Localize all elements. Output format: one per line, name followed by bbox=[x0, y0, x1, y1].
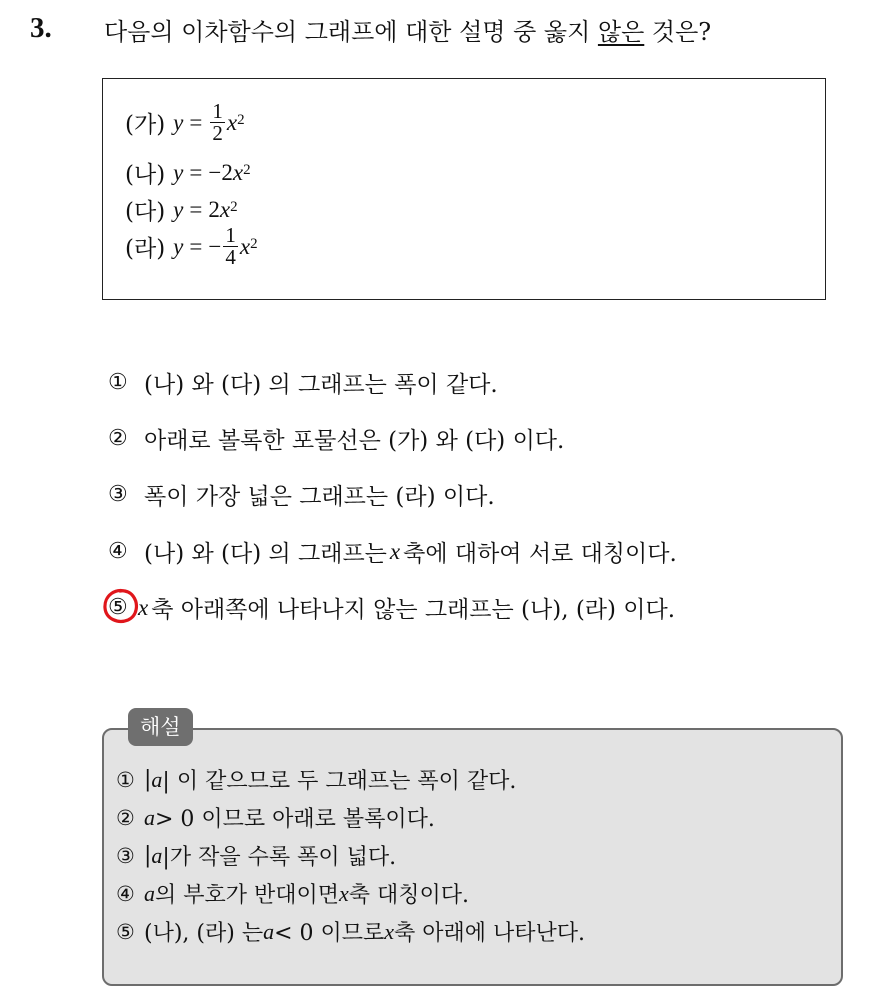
equation-exponent: 2 bbox=[237, 112, 245, 128]
solution-line-1 bbox=[116, 764, 516, 795]
answer-circle-mark bbox=[101, 586, 141, 626]
option-number: ⑤ bbox=[108, 595, 128, 620]
equation-coefficient: 2 bbox=[221, 159, 233, 185]
solution-text: | 이 같으므로 두 그래프는 폭이 같다. bbox=[162, 769, 517, 794]
question-text bbox=[104, 12, 711, 47]
equation-fraction bbox=[210, 101, 225, 144]
solution-line-2 bbox=[116, 802, 435, 833]
equation-coefficient: 2 bbox=[208, 196, 220, 222]
solution-text: > 0 이므로 아래로 볼록이다. bbox=[155, 807, 435, 832]
equation-label: (라) bbox=[125, 236, 166, 262]
equation-sign: − bbox=[208, 233, 222, 259]
equation-variable: x bbox=[239, 233, 251, 259]
equation-equals: = bbox=[189, 109, 203, 135]
solution-line-5 bbox=[116, 916, 585, 947]
solution-number: ④ bbox=[116, 881, 135, 906]
equation-exponent: 2 bbox=[243, 162, 251, 178]
option-variable: x bbox=[389, 538, 401, 564]
option-1[interactable] bbox=[108, 366, 498, 399]
option-text: 폭이 가장 넓은 그래프는 (라) 이다. bbox=[144, 484, 495, 510]
option-number: ④ bbox=[108, 539, 128, 564]
solution-number: ① bbox=[116, 767, 135, 792]
solution-math: a bbox=[144, 880, 155, 906]
equation-ra bbox=[125, 225, 258, 268]
solution-text: (나), (라) 는 bbox=[144, 921, 264, 946]
solution-math: a bbox=[151, 842, 163, 868]
option-text-after: 축에 대하여 서로 대칭이다. bbox=[403, 541, 677, 567]
option-text-before: (나) 와 (다) 의 그래프는 bbox=[144, 541, 387, 567]
solution-line-4 bbox=[116, 878, 469, 909]
solution-text: |가 작을 수록 폭이 넓다. bbox=[162, 845, 397, 870]
fraction-denominator: 4 bbox=[225, 245, 236, 269]
question-text-underlined: 않은 bbox=[597, 18, 645, 46]
equation-label: (나) bbox=[125, 162, 166, 188]
equation-sign: − bbox=[208, 159, 222, 185]
question-text-after: 것은? bbox=[644, 18, 712, 46]
equation-box bbox=[102, 78, 826, 300]
equation-variable: x bbox=[219, 196, 231, 222]
solution-math: a bbox=[144, 804, 155, 830]
solution-math: x bbox=[339, 880, 349, 906]
solution-number: ③ bbox=[116, 843, 135, 868]
solution-text: 축 대칭이다. bbox=[348, 883, 470, 908]
solution-math: x bbox=[384, 918, 395, 944]
solution-text: | bbox=[144, 767, 152, 792]
equation-equals: = bbox=[189, 159, 203, 185]
solution-text: 축 아래에 나타난다. bbox=[394, 921, 586, 946]
option-variable: x bbox=[138, 594, 149, 620]
equation-label: (다) bbox=[125, 199, 166, 225]
equation-exponent: 2 bbox=[250, 236, 258, 252]
equation-label: (가) bbox=[125, 112, 166, 138]
solution-tag: 해설 bbox=[128, 708, 193, 746]
equation-lhs: y bbox=[173, 233, 184, 259]
equation-na bbox=[125, 156, 251, 189]
question-text-before: 다음의 이차함수의 그래프에 대한 설명 중 옳지 bbox=[104, 18, 598, 46]
equation-variable: x bbox=[232, 159, 244, 185]
solution-number: ② bbox=[116, 805, 135, 830]
equation-lhs: y bbox=[173, 196, 184, 222]
option-text: (나) 와 (다) 의 그래프는 폭이 같다. bbox=[144, 372, 498, 398]
option-text: 아래로 볼록한 포물선은 (가) 와 (다) 이다. bbox=[144, 428, 565, 454]
equation-variable: x bbox=[226, 109, 238, 135]
solution-line-3 bbox=[116, 840, 396, 871]
equation-equals: = bbox=[189, 233, 203, 259]
option-number: ① bbox=[108, 370, 128, 395]
equation-equals: = bbox=[189, 196, 203, 222]
solution-number: ⑤ bbox=[116, 919, 135, 944]
solution-math: a bbox=[151, 766, 163, 792]
equation-fraction bbox=[223, 225, 238, 268]
equation-da bbox=[125, 193, 238, 226]
option-2[interactable] bbox=[108, 422, 564, 455]
option-5[interactable] bbox=[108, 591, 675, 624]
solution-text: < 0 이므로 bbox=[274, 921, 385, 946]
option-number: ③ bbox=[108, 482, 128, 507]
question-number: 3. bbox=[30, 12, 52, 44]
solution-text: | bbox=[144, 843, 152, 868]
solution-text: 의 부호가 반대이면 bbox=[155, 883, 340, 908]
equation-ga bbox=[125, 101, 245, 144]
equation-exponent: 2 bbox=[230, 199, 238, 215]
option-3[interactable] bbox=[108, 478, 495, 511]
equation-lhs: y bbox=[173, 109, 184, 135]
option-4[interactable] bbox=[108, 535, 677, 568]
option-text-after: 축 아래쪽에 나타나지 않는 그래프는 (나), (라) 이다. bbox=[151, 597, 676, 623]
option-number: ② bbox=[108, 426, 128, 451]
fraction-numerator: 1 bbox=[212, 99, 223, 123]
fraction-numerator: 1 bbox=[225, 223, 236, 247]
fraction-denominator: 2 bbox=[212, 121, 223, 145]
equation-lhs: y bbox=[173, 159, 184, 185]
solution-math: a bbox=[263, 918, 275, 944]
